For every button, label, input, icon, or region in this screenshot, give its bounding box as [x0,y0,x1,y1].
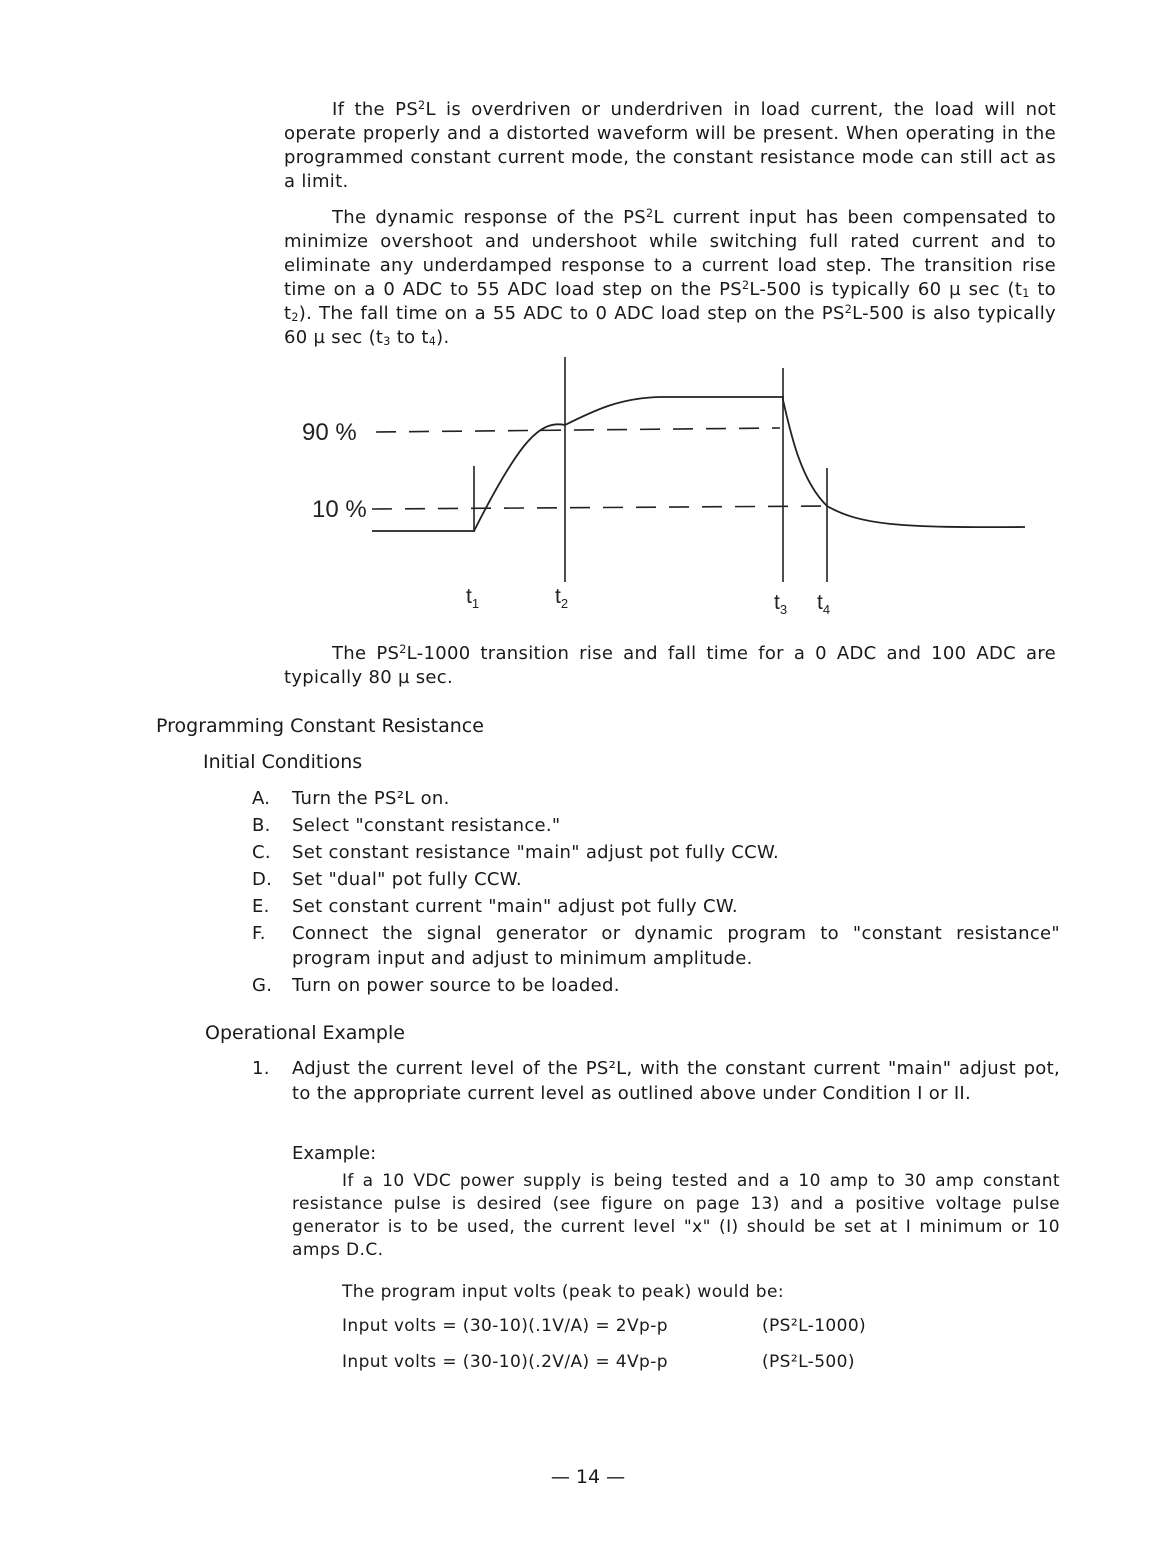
program-input-line: The program input volts (peak to peak) would be: [342,1282,784,1302]
equation-ps2l-500: Input volts = (30-10)(.2V/A) = 4Vp-p (PS²L-500) [342,1352,855,1372]
label-t3: $t_3$ [774,591,788,617]
label-90-percent: 90 % [302,419,357,446]
threshold-90-dashed-line [376,428,780,432]
operational-steps-list [252,1056,1060,1108]
transition-waveform-figure [0,0,1176,640]
label-t1: $t_1$ [466,585,480,611]
list-item: G. Turn on power source to be loaded. [252,975,620,996]
list-item: C. Set constant resistance "main" adjust pot fully CCW. [252,842,780,863]
ps2l-1000-paragraph: The $PS^2L-1000$ transition rise and fall time for a 0 ADC and 100 ADC are typically 80 µ sec. [284,642,1057,688]
subheading-initial-conditions: Initial Conditions [203,751,363,773]
list-item: D. Set "dual" pot fully CCW. [252,869,522,890]
subheading-operational-example: Operational Example [205,1022,405,1044]
waveform-curve [372,397,1025,531]
equation-ps2l-1000: Input volts = (30-10)(.1V/A) = 2Vp-p (PS²L-1000) [342,1316,867,1336]
threshold-10-dashed-line [372,506,832,509]
example-paragraph: If a 10 VDC power supply is being tested and a 10 amp to 30 amp constant resistance pulse is desired (see figure on page 13) and a positive voltage pulse generator is to be used, the current level "x" (I) should be set at I minimum or 10 amps D.C. [292,1171,1060,1260]
list-item: 1. Adjust the current level of the PS²L, with the constant current "main" adjust pot, to the appropriate current level as outlined above under Condition I or II. [252,1058,1060,1104]
example-title: Example: [292,1143,377,1164]
dynamic-response-paragraph: The dynamic response of the $PS^2L$ current input has been compensated to minimize overshoot and undershoot while switching full rated current and to eliminate any underdamped response to a current load step. The transition rise time on a 0 ADC to 55 ADC load step on the $PS^2L-500$ is typically 60 µ $\sec (t_1$ to $t_2$). The fall time on a 55 ADC to 0 ADC load step on the $PS^2L-500$ is also typically 60 µ $\sec (t_3$ to $t_4$). [284,206,1056,349]
label-t2: $t_2$ [555,585,569,611]
section-heading-programming-constant-resistance: Programming Constant Resistance [156,715,484,737]
label-t4: $t_4$ [817,591,831,617]
list-item: B. Select "constant resistance." [252,815,561,836]
overdrive-paragraph: If the $PS^2L$ is overdriven or underdriven in load current, the load will not operate properly and a distorted waveform will be present. When operating in the programmed constant current mode, the constant resistance mode can still act as a limit. [284,98,1056,192]
list-item: E. Set constant current "main" adjust pot fully CW. [252,896,738,917]
page-number: — 14 — [550,1466,626,1488]
label-10-percent: 10 % [312,496,367,523]
initial-conditions-list [252,786,1060,1000]
list-item: F. Connect the signal generator or dynamic program to "constant resistance" program input and adjust to minimum amplitude. [252,923,1060,969]
list-item: A. Turn the PS²L on. [252,788,450,809]
